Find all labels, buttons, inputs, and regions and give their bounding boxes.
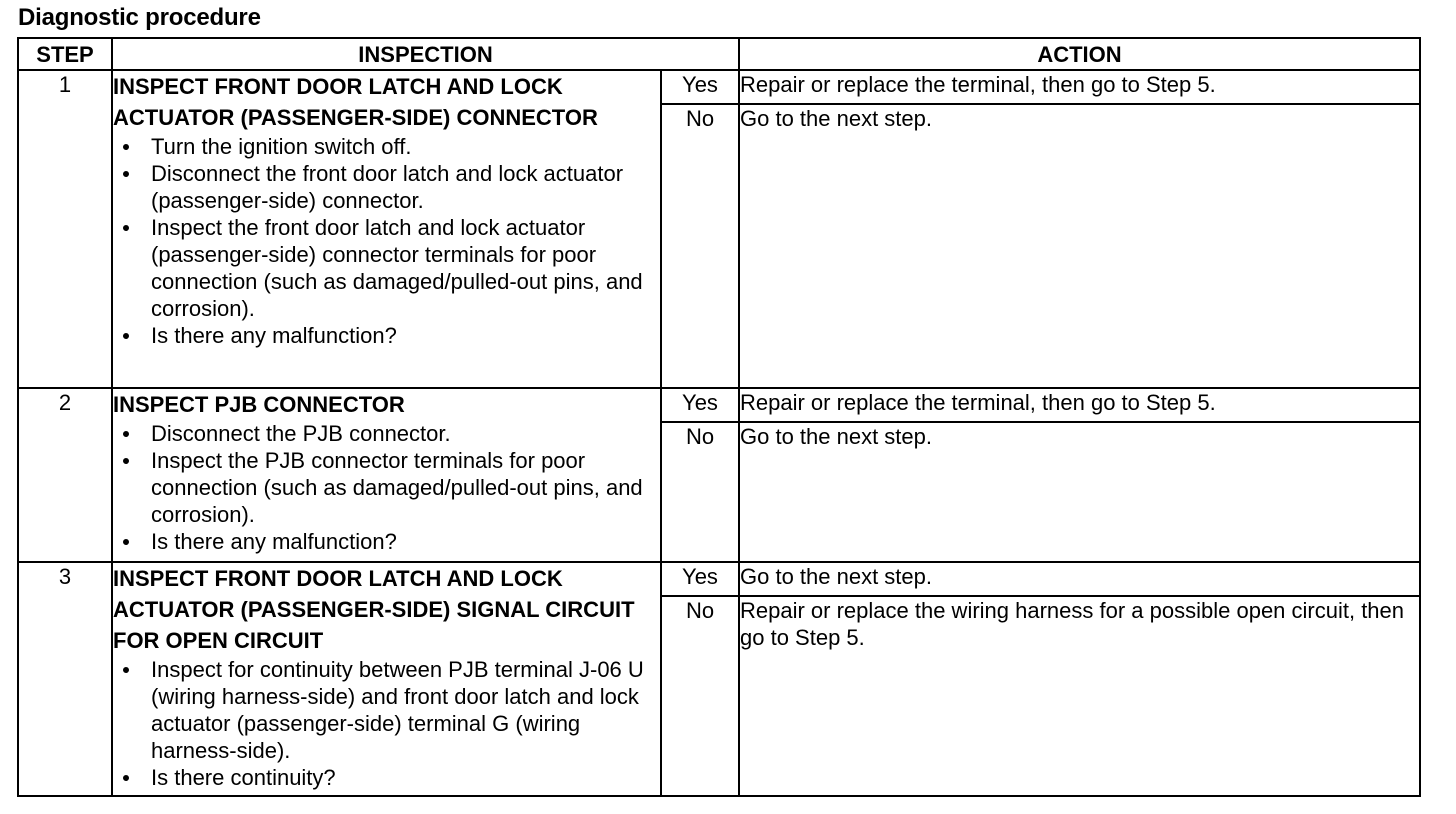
bullet-item: Disconnect the PJB connector. (151, 420, 660, 447)
header-inspection: INSPECTION (112, 38, 739, 70)
table-row (18, 562, 1420, 596)
yes-action: Repair or replace the terminal, then go to Step 5. (739, 70, 1420, 104)
no-action: Go to the next step. (739, 104, 1420, 388)
yes-label: Yes (661, 562, 739, 596)
no-action: Go to the next step. (739, 422, 1420, 562)
yes-action: Go to the next step. (739, 562, 1420, 596)
bullet-list (113, 420, 660, 555)
inspection-cell (112, 562, 661, 796)
no-label: No (661, 596, 739, 796)
bullet-item: Is there any malfunction? (151, 322, 660, 349)
bullet-list (113, 133, 660, 349)
no-action: Repair or replace the wiring harness for a possible open circuit, then go to Step 5. (739, 596, 1420, 796)
header-step: STEP (18, 38, 112, 70)
step-number: 2 (18, 388, 112, 562)
header-row (18, 38, 1420, 70)
bullet-item: Is there any malfunction? (151, 528, 660, 555)
no-label: No (661, 104, 739, 388)
step-number: 1 (18, 70, 112, 388)
inspection-title: INSPECT FRONT DOOR LATCH AND LOCK ACTUATOR (PASSENGER-SIDE) SIGNAL CIRCUIT FOR OPEN CIRCUIT (113, 566, 635, 653)
page-title: Diagnostic procedure (18, 4, 261, 31)
yes-label: Yes (661, 388, 739, 422)
yes-action: Repair or replace the terminal, then go to Step 5. (739, 388, 1420, 422)
bullet-item: Inspect the front door latch and lock actuator (passenger-side) connector terminals for poor connection (such as damaged/pulled-out pins, and corrosion). (151, 214, 660, 322)
bullet-item: Turn the ignition switch off. (151, 133, 660, 160)
bullet-item: Disconnect the front door latch and lock actuator (passenger-side) connector. (151, 160, 660, 214)
header-action: ACTION (739, 38, 1420, 70)
bullet-item: Is there continuity? (151, 764, 660, 791)
inspection-title: INSPECT FRONT DOOR LATCH AND LOCK ACTUATOR (PASSENGER-SIDE) CONNECTOR (113, 74, 598, 130)
diagnostic-table (17, 37, 1421, 797)
step-number: 3 (18, 562, 112, 796)
inspection-title: INSPECT PJB CONNECTOR (113, 392, 405, 417)
table-row (18, 388, 1420, 422)
inspection-cell (112, 70, 661, 388)
bullet-item: Inspect for continuity between PJB terminal J-06 U (wiring harness-side) and front door latch and lock actuator (passenger-side) terminal G (wiring harness-side). (151, 656, 660, 764)
inspection-cell (112, 388, 661, 562)
no-label: No (661, 422, 739, 562)
bullet-item: Inspect the PJB connector terminals for poor connection (such as damaged/pulled-out pins, and corrosion). (151, 447, 660, 528)
yes-label: Yes (661, 70, 739, 104)
bullet-list (113, 656, 660, 791)
table-row (18, 70, 1420, 104)
